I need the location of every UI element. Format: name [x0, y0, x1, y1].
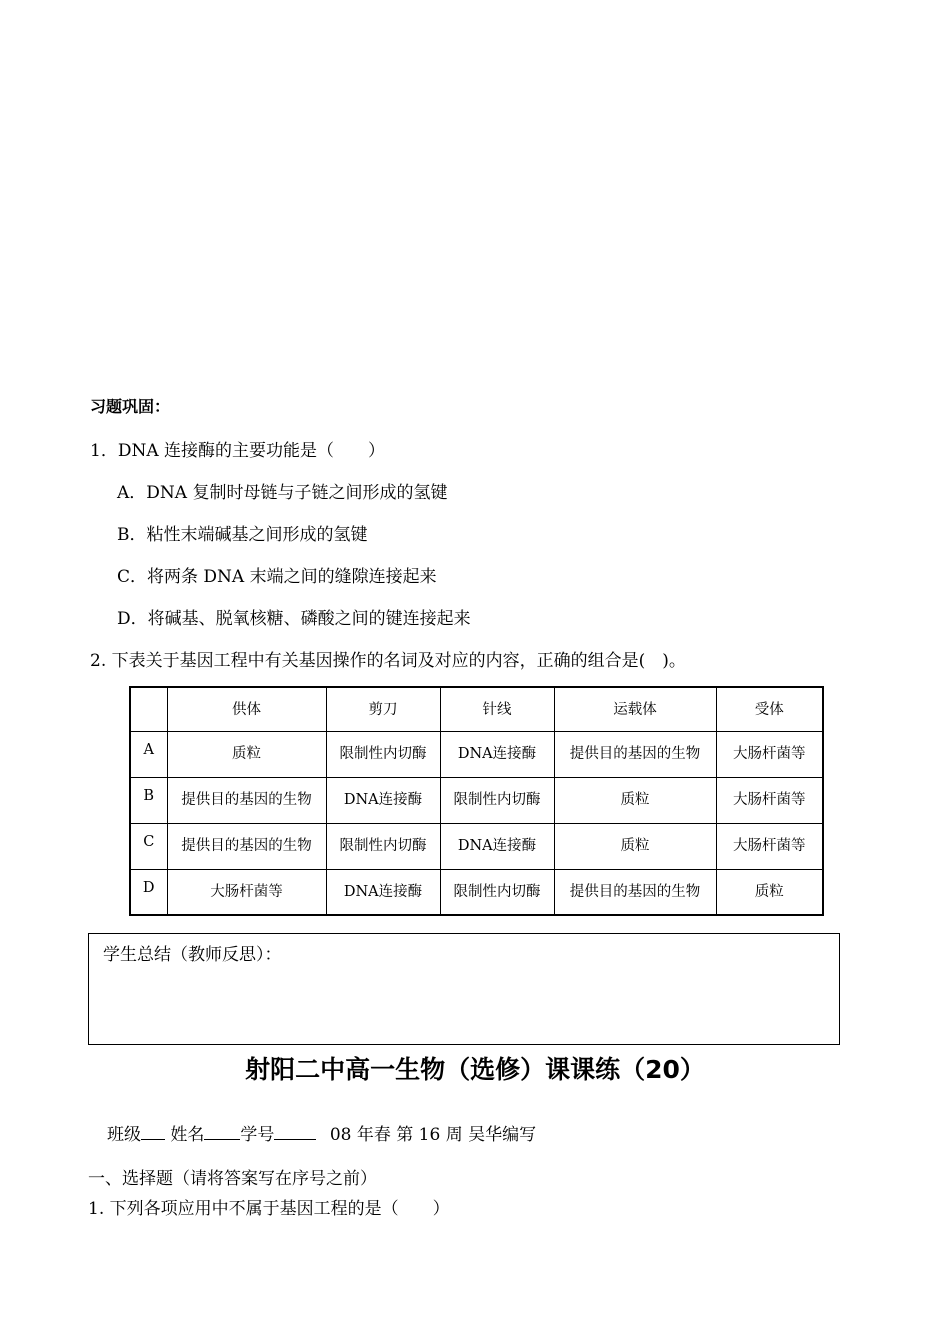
table-cell: 提供目的基因的生物 — [167, 777, 326, 823]
table-row — [130, 869, 823, 915]
student-info-line — [107, 1120, 536, 1145]
summary-label: 学生总结（教师反思）： — [103, 945, 282, 965]
name-blank[interactable] — [204, 1122, 240, 1140]
table-cell: 大肠杆菌等 — [716, 777, 823, 823]
table-row — [130, 823, 823, 869]
choice-section-heading: 一、选择题（请将答案写在序号之前） — [88, 1169, 377, 1189]
class-blank[interactable] — [141, 1122, 165, 1140]
table-cell: 大肠杆菌等 — [716, 823, 823, 869]
table-cell: 限制性内切酶 — [326, 731, 440, 777]
question-2-stem: 2. 下表关于基因工程中有关基因操作的名词及对应的内容，正确的组合是( )。 — [90, 651, 686, 671]
table-cell: DNA连接酶 — [440, 731, 554, 777]
question-1-option-c: C．将两条 DNA 末端之间的缝隙连接起来 — [117, 567, 437, 587]
section-heading: 习题巩固： — [90, 397, 171, 416]
table-row — [130, 731, 823, 777]
table-cell: 提供目的基因的生物 — [554, 869, 716, 915]
table-cell: 质粒 — [167, 731, 326, 777]
table-cell: DNA连接酶 — [440, 823, 554, 869]
question-1-option-a: A．DNA 复制时母链与子链之间形成的氢键 — [117, 483, 448, 503]
table-cell: 质粒 — [554, 823, 716, 869]
table-header-cell: 针线 — [440, 687, 554, 731]
table-cell: B — [130, 777, 167, 823]
table-cell: 提供目的基因的生物 — [167, 823, 326, 869]
table-header-cell: 受体 — [716, 687, 823, 731]
id-label: 学号 — [240, 1125, 275, 1145]
table-cell: C — [130, 823, 167, 869]
table-cell: 限制性内切酶 — [440, 777, 554, 823]
table-cell: 提供目的基因的生物 — [554, 731, 716, 777]
table-row — [130, 777, 823, 823]
document-title: 射阳二中高一生物（选修）课课练（20） — [245, 1055, 705, 1084]
table-header-cell: 运载体 — [554, 687, 716, 731]
table-cell: 大肠杆菌等 — [167, 869, 326, 915]
table-cell: DNA连接酶 — [326, 777, 440, 823]
table-cell: D — [130, 869, 167, 915]
table-cell: 质粒 — [716, 869, 823, 915]
table-cell: 限制性内切酶 — [326, 823, 440, 869]
table-cell: 大肠杆菌等 — [716, 731, 823, 777]
table-cell: A — [130, 731, 167, 777]
gene-operation-table — [129, 686, 824, 916]
question-1-option-b: B．粘性末端碱基之间形成的氢键 — [117, 525, 368, 545]
id-blank[interactable] — [274, 1122, 316, 1140]
name-label: 姓名 — [170, 1125, 205, 1145]
question-1-option-d: D．将碱基、脱氧核糖、磷酸之间的键连接起来 — [117, 609, 471, 629]
table-cell: 限制性内切酶 — [440, 869, 554, 915]
question-1-stem: 1．DNA 连接酶的主要功能是（ ） — [90, 441, 386, 461]
table-header-cell: 供体 — [167, 687, 326, 731]
summary-box[interactable] — [88, 933, 840, 1045]
table-header-cell — [130, 687, 167, 731]
table-cell: 质粒 — [554, 777, 716, 823]
document-meta: 08 年春 第 16 周 吴华编写 — [329, 1125, 537, 1145]
class-label: 班级 — [107, 1125, 141, 1145]
table-header-cell: 剪刀 — [326, 687, 440, 731]
table-cell: DNA连接酶 — [326, 869, 440, 915]
next-question-1-stem: 1. 下列各项应用中不属于基因工程的是（ ） — [88, 1199, 450, 1219]
table-header-row — [130, 687, 823, 731]
